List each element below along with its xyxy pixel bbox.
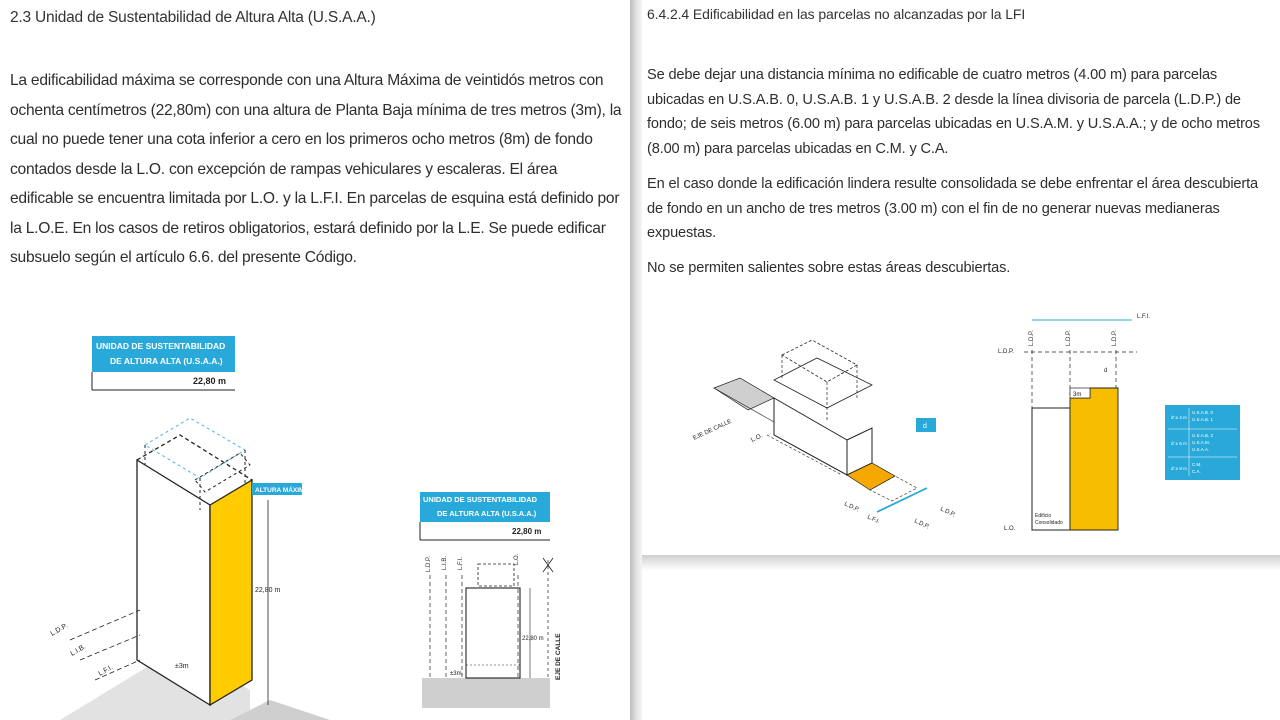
left-document-panel	[0, 0, 632, 720]
plan-ldp-left: L.D.P.	[998, 349, 1014, 355]
section-top-dashed	[478, 564, 514, 586]
section-lo: L.O.	[514, 553, 520, 565]
plan-ldp-top-3: L.D.P.	[1112, 330, 1118, 346]
section-ldp: L.D.P.	[426, 556, 432, 572]
ground-floor-dimension: ±3m	[175, 663, 189, 670]
plan-3m-label: 3m	[1073, 392, 1082, 398]
badge-line-1: UNIDAD DE SUSTENTABILIDAD	[96, 341, 226, 351]
paragraph-distancia-minima: Se debe dejar una distancia mínima no edificable de cuatro metros (4.00 m) para parcelas ubicadas en U.S.A.B. 0, U.S.A.B. 1 y U.S.A.B. 2 desde la línea divisoria de parcela (L.D.P.) de fondo; de seis metros (6.00 m) para parcelas ubicadas en U.S.A.M. y U.S.A.A.; y de ocho metros (8.00 m) para parcelas ubicadas en C.M. y C.A.	[647, 67, 1260, 157]
plan-lo-label: L.O.	[1004, 526, 1016, 532]
lfi-label: L.F.I.	[97, 664, 115, 678]
badge2-line-1: UNIDAD DE SUSTENTABILIDAD	[423, 495, 538, 504]
upper-volume-dashed	[145, 418, 245, 478]
ldp-label: L.D.P.	[49, 622, 70, 638]
section-3m: ±3m	[450, 671, 462, 677]
d-tag-label: d	[923, 423, 927, 430]
altura-maxima-label: ALTURA MÁXIMA	[255, 487, 310, 494]
legend-d-3: d' ≥ 8 m	[1171, 466, 1187, 471]
plan-ldp-top-1: L.D.P.	[1029, 330, 1035, 346]
lib-label: L.I.B.	[69, 643, 88, 658]
section-eje: EJE DE CALLE	[555, 633, 562, 680]
lfi-diagram	[642, 300, 1280, 555]
usaa-diagram	[0, 320, 632, 720]
ldp-c-label: L.D.P.	[939, 506, 957, 519]
plan-edificio-2: Consolidado	[1035, 520, 1063, 526]
building-yellow-face	[210, 480, 252, 705]
plan-consolidated-building	[1032, 408, 1070, 530]
badge-height: 22,80 m	[193, 376, 227, 386]
paragraph-salientes: No se permiten salientes sobre estas áreas descubiertas.	[647, 260, 1011, 276]
ldp-b-label: L.D.P.	[913, 518, 931, 531]
building-front	[774, 398, 847, 475]
legend-u-2a: U.S.A.B. 2	[1192, 433, 1214, 438]
legend-d-2: d' ≥ 6 m	[1171, 441, 1187, 446]
right-document-panel	[642, 0, 1280, 555]
section-lfi: L.F.I.	[458, 556, 464, 570]
lo-label: L.O.	[749, 432, 764, 444]
plan-lfi-label: L.F.I.	[1137, 314, 1151, 320]
legend-u-1b: U.S.A.B. 1	[1192, 417, 1214, 422]
badge-line-2: DE ALTURA ALTA (U.S.A.A.)	[110, 356, 223, 366]
section-paragraph-usaa: La edificabilidad máxima se corresponde con una Altura Máxima de veintidós metros con ochenta centímetros (22,80m) con una altura de Planta Baja mínima de tres metros (3m), la cual no puede tener una cota inferior a cero en los primeros ocho metros (8m) de fondo contados desde la L.O. con excepción de rampas vehiculares y escaleras. El área edificable se encuentra limitada por L.O. y la L.F.I. En parcelas de esquina está definido por la L.O.E. En los casos de retiros obligatorios, estará definido por la L.E. Se puede edificar subsuelo según el artículo 6.6. del presente Código.	[10, 72, 622, 266]
panel-divider	[630, 0, 642, 720]
eje-label: EJE DE CALLE	[692, 418, 733, 442]
section-title-6-4-2-4: 6.4.2.4 Edificabilidad en las parcelas no alcanzadas por la LFI	[647, 6, 1026, 22]
paragraph-edificacion-lindera: En el caso donde la edificación lindera resulte consolidada se debe enfrentar el área descubierta de fondo en un ancho de tres metros (3.00 m) con el fin de no generar nuevas medianeras expuestas.	[647, 176, 1258, 242]
plan-edificio-1: Edificio	[1035, 513, 1052, 519]
right-panel-shadow	[642, 555, 1280, 571]
building-upper-dashed	[782, 340, 857, 382]
plan-d-label: d	[1104, 368, 1108, 374]
section-building	[466, 588, 520, 678]
legend-u-3a: C.M.	[1192, 462, 1202, 467]
plan-yellow-area	[1070, 388, 1118, 530]
legend-u-1a: U.S.A.B. 0	[1192, 410, 1214, 415]
plan-ldp-top-2: L.D.P.	[1066, 330, 1072, 346]
badge2-line-2: DE ALTURA ALTA (U.S.A.A.)	[437, 509, 537, 518]
lfi-r-label: L.F.I.	[866, 514, 881, 526]
ldp-a-label: L.D.P.	[843, 501, 861, 514]
section-lib: L.I.B.	[442, 555, 448, 570]
section-height: 22,80 m	[522, 636, 544, 642]
legend-u-2b: U.S.A.M.	[1192, 440, 1211, 445]
height-dimension-label: 22,80 m	[255, 587, 281, 594]
section-title-2-3: 2.3 Unidad de Sustentabilidad de Altura Alta (U.S.A.A.)	[10, 9, 376, 26]
legend-u-3b: C.A.	[1192, 469, 1201, 474]
section-ground	[422, 678, 550, 708]
badge2-height: 22,80 m	[512, 527, 542, 536]
legend-d-1: d' ≥ 4 m	[1171, 415, 1187, 420]
legend-u-2c: U.S.A.A.	[1192, 447, 1210, 452]
